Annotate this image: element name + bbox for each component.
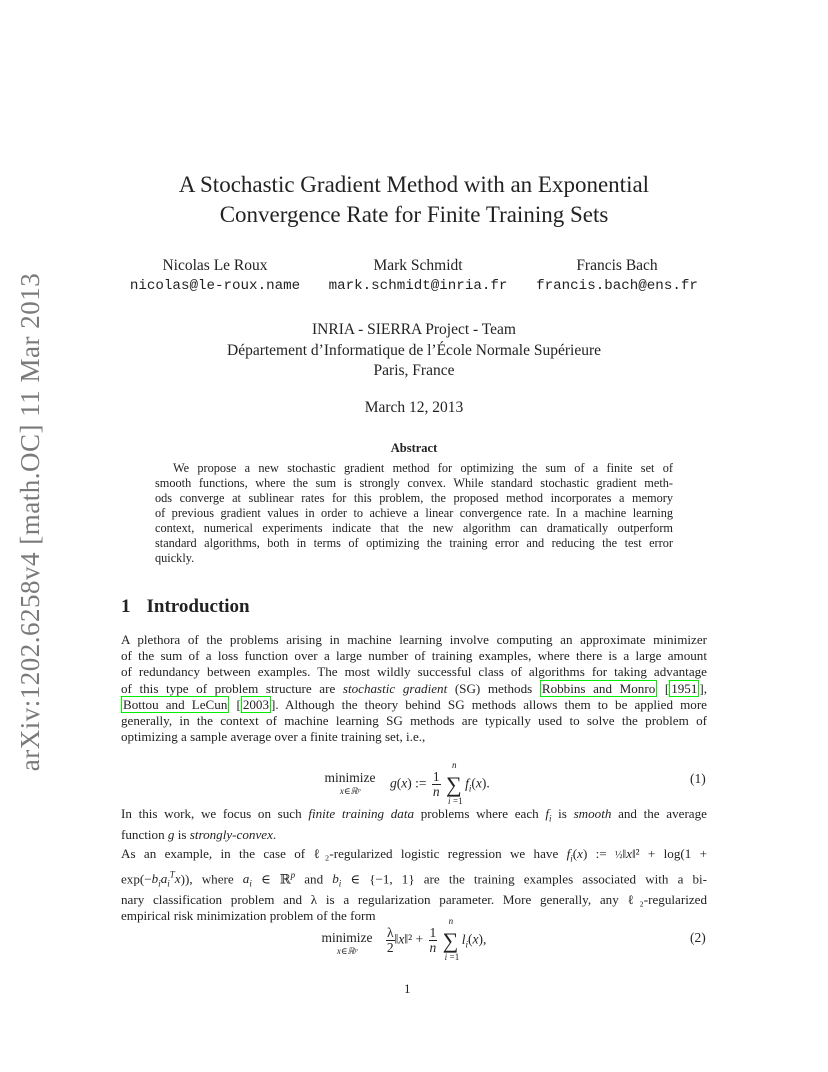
arxiv-stamp: arXiv:1202.6258v4 [math.OC] 11 Mar 2013	[15, 272, 45, 772]
text-line: optimizing a sample average over a finite training set, i.e.,	[121, 729, 426, 745]
paper-date: March 12, 2013	[364, 399, 464, 416]
text-line: In this work, we focus on such finite training data problems where each $f_i$ is smooth and the average	[121, 806, 707, 824]
affiliation-line: Département d’Informatique de l’École Normale Supérieure	[227, 341, 601, 359]
abstract-line: ods converge at sublinear rates for this problem, the proposed method incorporates a memory	[155, 491, 673, 505]
text-line: empirical risk minimization problem of the form	[121, 908, 376, 924]
text-line: of redundancy between examples. The most wildly successful class of algorithms for taking advantage	[121, 664, 707, 680]
abstract-heading: Abstract	[390, 441, 438, 455]
eq-operator: minimize x∈ℝᵖ	[324, 770, 376, 796]
author-3	[517, 256, 717, 296]
equation-2	[318, 915, 578, 962]
equation-number: (1)	[690, 771, 706, 786]
intro-paragraph-1	[121, 632, 707, 745]
paper-title	[100, 170, 728, 230]
text-line: As an example, in the case of ℓ₂-regularized logistic regression we have $f_i(x)$ := ½‖x‖² + log(1 +	[121, 846, 707, 864]
text-line: of this type of problem structure are stochastic gradient (SG) methods Robbins and Monro [ 1951 ],	[121, 680, 708, 696]
text-line: A plethora of the problems arising in machine learning involve computing an approximate minimizer	[121, 632, 707, 647]
author-email[interactable]: francis.bach@ens.fr	[536, 278, 698, 294]
abstract-line: smooth functions, where the sum is strongly convex. While standard stochastic gradient meth-	[155, 476, 673, 490]
citation-link[interactable]: Bottou and LeCun	[123, 696, 228, 712]
affiliation	[100, 320, 728, 382]
abstract-body	[155, 461, 673, 566]
abstract-line: context, numerical experiments indicate that the new algorithm can dramatically outperform	[155, 521, 673, 535]
text-line: nary classification problem and λ is a regularization parameter. More generally, any ℓ₂-regularized	[121, 891, 707, 907]
author-name: Nicolas Le Roux	[162, 257, 268, 274]
title-line-2: Convergence Rate for Finite Training Sets	[219, 202, 609, 227]
affiliation-line: Paris, France	[373, 362, 455, 379]
text-line: of the sum of a loss function over a large number of training examples, where there is a large amount	[121, 648, 707, 664]
author-name: Mark Schmidt	[373, 257, 463, 274]
section-number: 1	[121, 596, 131, 617]
eq-body: g(x) := $\frac{1}{n}$ ∑ n i =1 $f_i(x)$.	[390, 759, 490, 806]
author-name: Francis Bach	[576, 257, 658, 274]
text-line: $\exp(-b_ia_i^Tx)$), where $a_i$ ∈ ℝ$^p$ and $b_i$ ∈ {−1, 1} are the training examples associated with a bi-	[121, 869, 708, 889]
eq-operator: minimize x∈ℝᵖ	[321, 930, 373, 956]
equation-number: (2)	[690, 930, 706, 945]
citation-year-link[interactable]: 1951	[671, 680, 698, 696]
intro-paragraph-2	[121, 806, 707, 843]
intro-paragraph-3	[121, 846, 707, 924]
text-line: Bottou and LeCun [ 2003 ]. Although the theory behind SG methods allows them to be applied more	[123, 696, 707, 712]
citation-link[interactable]: Robbins and Monro	[541, 680, 656, 696]
author-2	[318, 256, 518, 296]
author-email[interactable]: mark.schmidt@inria.fr	[328, 278, 508, 294]
author-email[interactable]: nicolas@le-roux.name	[129, 278, 301, 294]
abstract-line: quickly.	[155, 551, 195, 565]
author-1	[115, 256, 315, 296]
section-heading	[121, 596, 250, 618]
title-line-1: A Stochastic Gradient Method with an Exponential	[178, 172, 650, 197]
abstract-line: We propose a new stochastic gradient method for optimizing the sum of a finite set of	[173, 461, 673, 475]
section-title: Introduction	[146, 596, 250, 617]
abstract-line: standard algorithms, both in terms of optimizing the training error and reducing the test error	[155, 536, 673, 550]
eq-body: $\frac{\lambda}{2}$ ‖x‖² + $\frac{1}{n}$ ∑ n i =1 $l_i(x)$,	[386, 915, 487, 962]
equation-1	[321, 758, 581, 806]
page-number: 1	[404, 981, 411, 996]
abstract-line: of previous gradient values in order to achieve a linear convergence rate. In a machine learning	[155, 506, 673, 520]
affiliation-line: INRIA - SIERRA Project - Team	[312, 321, 516, 338]
text-line: function g is strongly-convex.	[121, 826, 277, 842]
text-line: generally, in the context of machine learning SG methods are typically used to solve the problem of	[121, 713, 707, 729]
citation-year-link[interactable]: 2003	[242, 696, 270, 712]
